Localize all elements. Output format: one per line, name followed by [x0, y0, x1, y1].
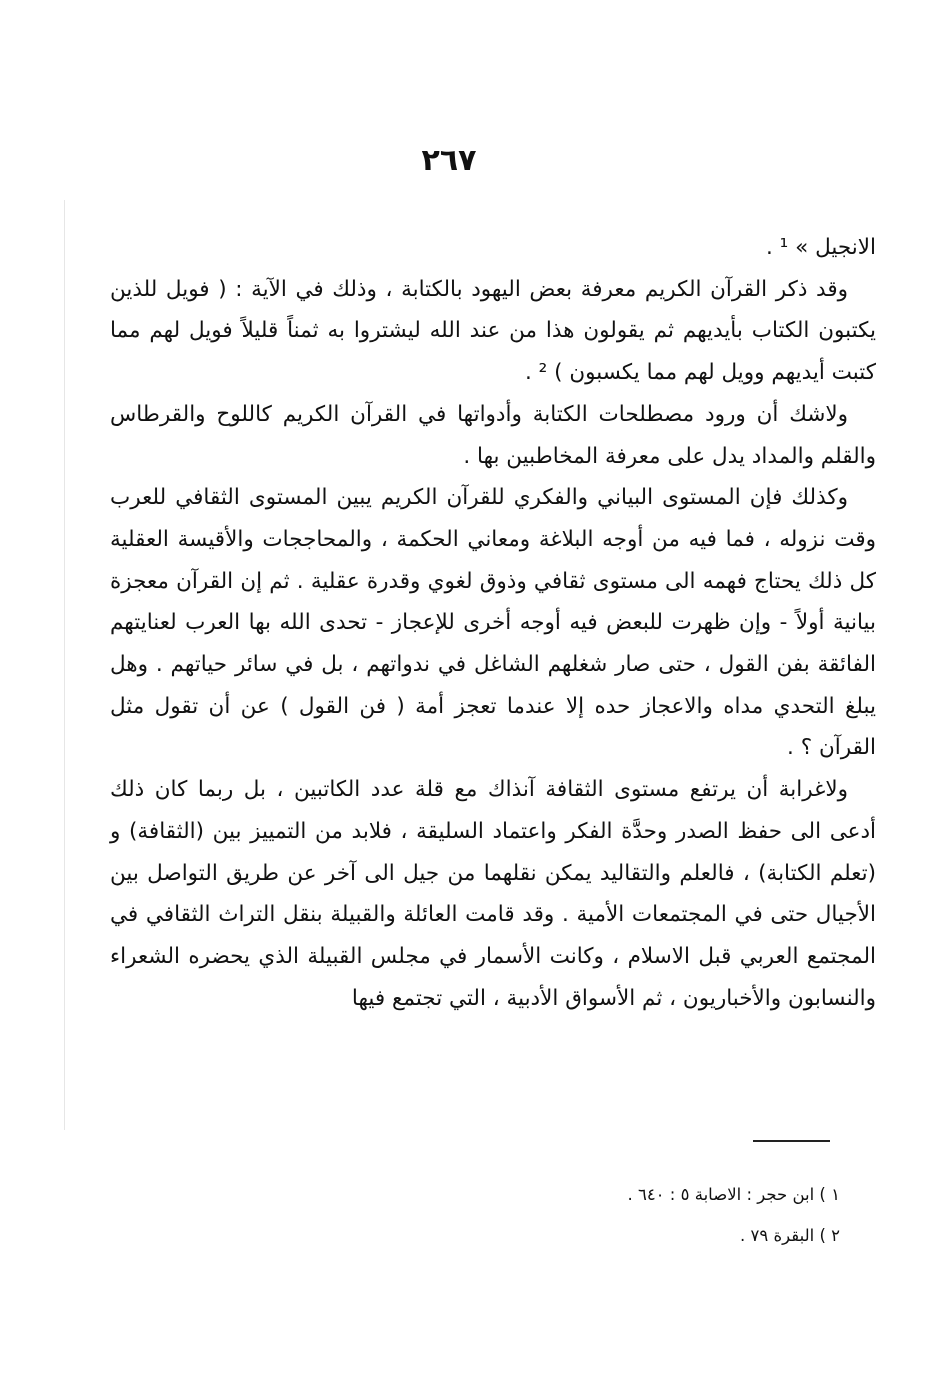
paragraph: ولاشك أن ورود مصطلحات الكتابة وأدواتها في القرآن الكريم كاللوح والقرطاس والقلم والمداد يدل على معرفة المخاطبين بها . — [110, 401, 876, 469]
page-number: ٢٦٧ — [421, 143, 477, 178]
paragraph: ولاغرابة أن يرتفع مستوى الثقافة آنذاك مع قلة عدد الكاتبين ، بل ربما كان ذلك أدعى الى حفظ الصدر وحدَّة الفكر واعتماد السليقة ، فلابد من التمييز بين (الثقافة) و (تعلم الكتابة) ، فالعلم والتقاليد يمكن نقلهما من جيل الى آخر عن طريق التواصل بين الأجيال حتى في المجتمعات الأمية . وقد قامت العائلة والقبيلة بنقل التراث الثقافي في المجتمع العربي قبل الاسلام ، وكانت الأسمار في مجلس القبيلة الذي يحضره الشعراء والنسابون والأخباريون ، ثم الأسواق الأدبية ، التي تجتمع فيها — [110, 777, 876, 1011]
paragraph: وكذلك فإن المستوى البياني والفكري للقرآن الكريم يبين المستوى الثقافي للعرب وقت نزوله ، فما فيه من أوجه البلاغة ومعاني الحكمة ، والمحاججات والأقيسة العقلية كل ذلك يحتاج فهمه الى مستوى ثقافي وذوق لغوي وقدرة عقلية . ثم إن القرآن معجزة بيانية أولاً - وإن ظهرت للبعض فيه أوجه أخرى للإعجاز - تحدى الله بها العرب لعنايتهم الفائقة بفن القول ، حتى صار شغلهم الشاغل في ندواتهم ، بل في سائر حياتهم . وهل يبلغ التحدي مداه والاعجاز حده إلا عندما تعجز أمة ( فن القول ) عن أن تقول مثل القرآن ؟ . — [110, 485, 876, 761]
footnotes — [300, 1174, 840, 1256]
footnote: ٢ ) البقرة ٧٩ . — [740, 1226, 840, 1245]
footnote-divider — [753, 1140, 830, 1142]
paragraph: الانجيل » ¹ . — [766, 235, 876, 260]
paragraph: وقد ذكر القرآن الكريم معرفة بعض اليهود بالكتابة ، وذلك في الآية : ( فويل للذين يكتبون الكتاب بأيديهم ثم يقولون هذا من عند الله ليشتروا به ثمناً قليلاً فويل لهم مما كتبت أيديهم وويل لهم مما يكسبون ) ² . — [110, 276, 876, 386]
body-text — [110, 227, 876, 1019]
footnote: ١ ) ابن حجر : الاصابة ٥ : ٦٤٠ . — [627, 1185, 840, 1204]
scan-margin-line — [64, 200, 65, 1130]
